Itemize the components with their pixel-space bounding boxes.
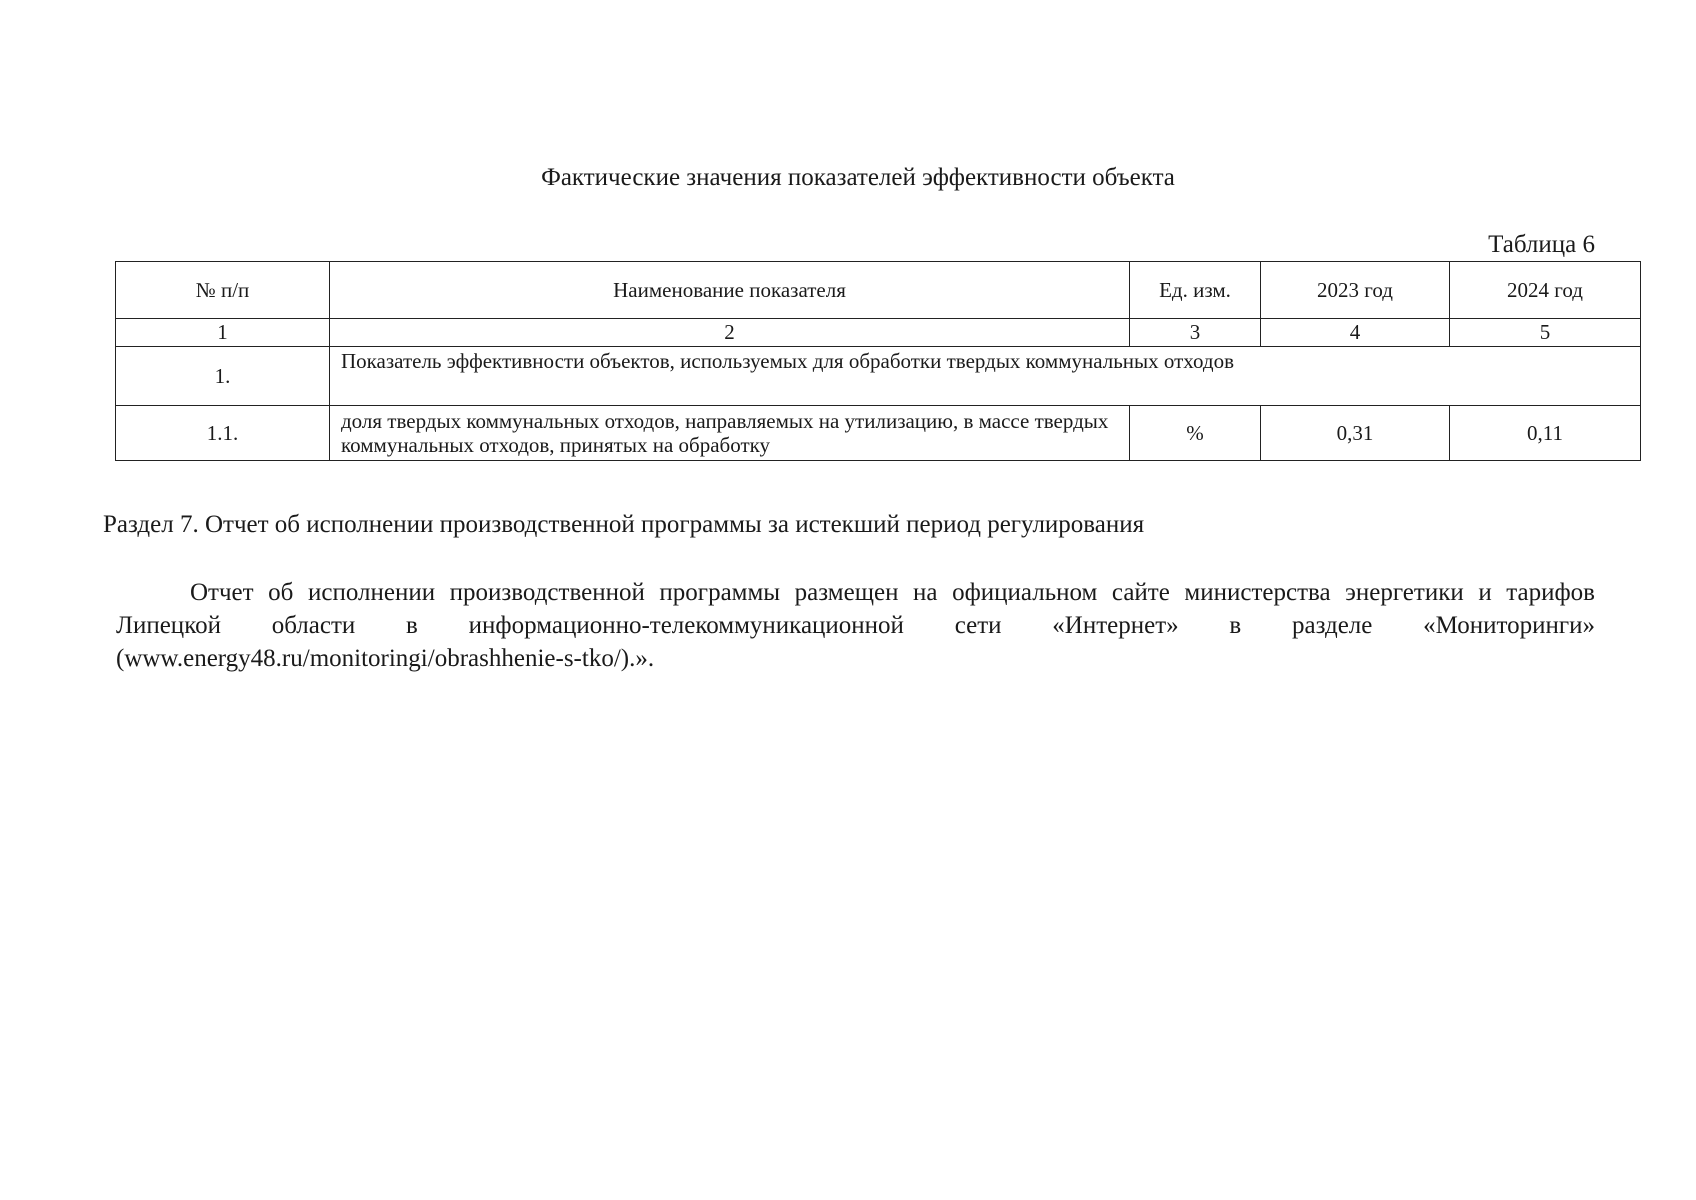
column-number-row [116,319,1641,347]
group-title-cell: Показатель эффективности объектов, используемых для обработки твердых коммунальных отходов [330,347,1641,406]
row-number-cell: 1.1. [116,406,330,461]
table-caption: Таблица 6 [1488,231,1595,258]
header-cell-number: № п/п [116,262,330,319]
column-number-cell: 2 [330,319,1130,347]
indicator-name-cell: доля твердых коммунальных отходов, направляемых на утилизацию, в массе твердых коммунальных отходов, принятых на обработку [330,406,1130,461]
column-number-cell: 4 [1261,319,1450,347]
page-title: Фактические значения показателей эффективности объекта [541,164,1175,191]
column-number-cell: 3 [1130,319,1261,347]
value-2023-cell: 0,31 [1261,406,1450,461]
table-row [116,406,1641,461]
indicator-group-row [116,347,1641,406]
group-number-cell: 1. [116,347,330,406]
unit-cell: % [1130,406,1261,461]
table-header-row [116,262,1641,319]
column-number-cell: 5 [1450,319,1641,347]
column-number-cell: 1 [116,319,330,347]
header-cell-2023: 2023 год [1261,262,1450,319]
section-heading: Раздел 7. Отчет об исполнении производственной программы за истекший период регулирования [103,511,1145,538]
header-cell-name: Наименование показателя [330,262,1130,319]
efficiency-indicators-table [115,261,1641,461]
header-cell-2024: 2024 год [1450,262,1641,319]
value-2024-cell: 0,11 [1450,406,1641,461]
report-paragraph: Отчет об исполнении производственной программы размещен на официальном сайте министерства энергетики и тарифов Липецкой области в информационно-телекоммуникационной сети «Интернет» в разделе «Мониторинги» (www.energy48.ru/monitoringi/obrashhenie-s-tko/).». [116,579,1595,672]
header-cell-unit: Ед. изм. [1130,262,1261,319]
